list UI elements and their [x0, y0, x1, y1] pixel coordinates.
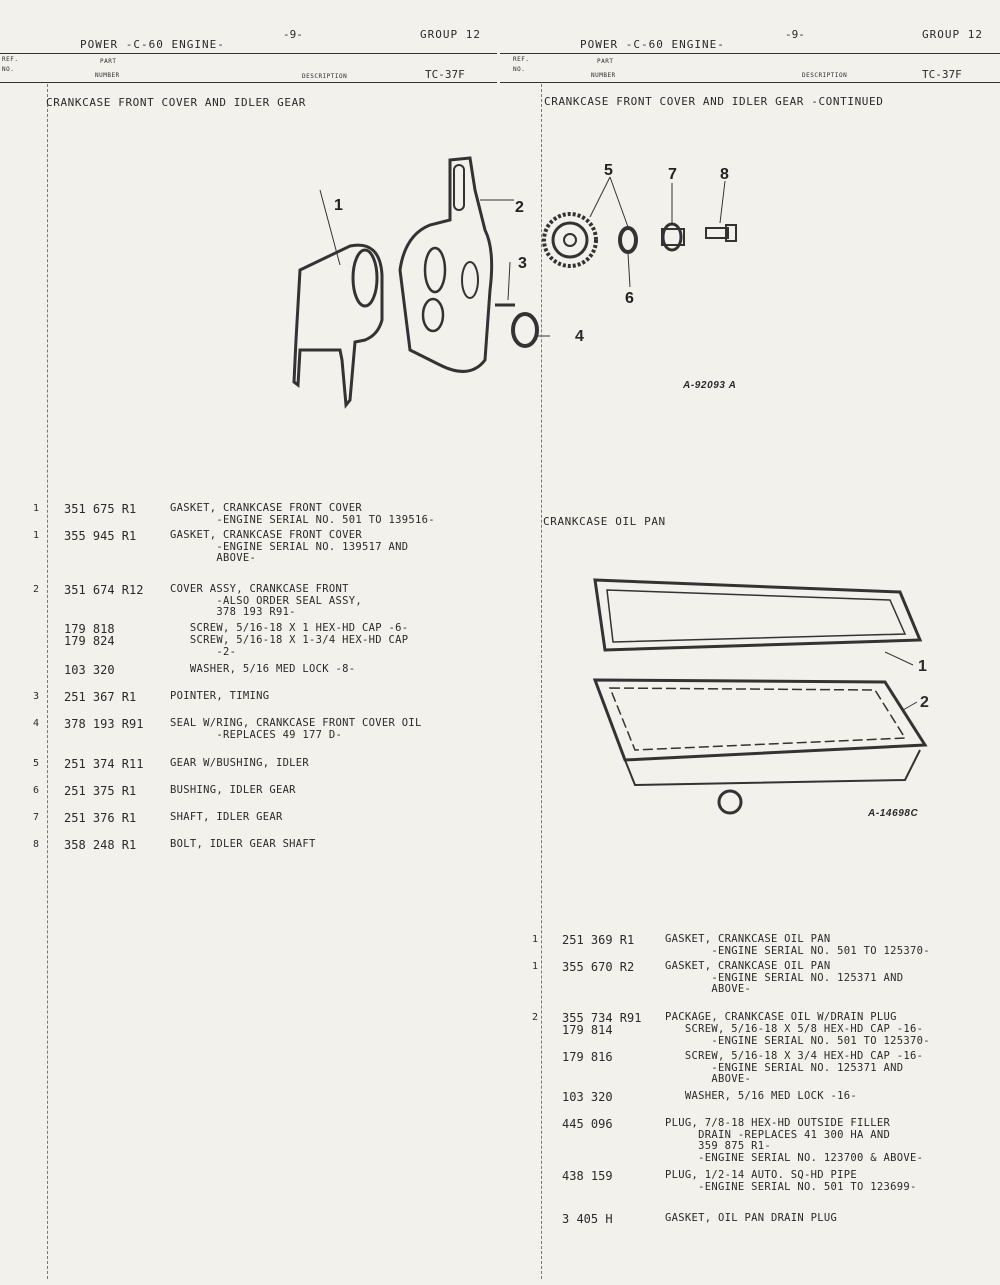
part-description: SCREW, 5/16-18 X 3/4 HEX-HD CAP -16- -ENGINE SERIAL NO. 125371 AND ABOVE-	[684, 1050, 924, 1085]
part-ref-number: 2	[33, 584, 40, 595]
callout-8: 8	[720, 166, 729, 183]
header-rule-top	[0, 53, 497, 54]
figure-code-2: A-14698C	[868, 808, 919, 819]
bolt-8-thread	[706, 228, 728, 238]
gasket-1-hole	[353, 250, 377, 306]
right-page	[500, 0, 1000, 1285]
part-ref-number: 2	[532, 1012, 539, 1023]
part-description: GASKET, CRANKCASE FRONT COVER -ENGINE SERIAL NO. 501 TO 139516-	[170, 502, 435, 526]
part-description: SHAFT, IDLER GEAR	[170, 811, 283, 823]
part-number: 103 320	[562, 1090, 613, 1104]
part-ref-number: 5	[33, 758, 40, 769]
part-number: 3 405 H	[562, 1212, 613, 1226]
part-description: PACKAGE, CRANKCASE OIL W/DRAIN PLUG	[665, 1011, 897, 1023]
header-title: POWER -C-60 ENGINE-	[580, 38, 725, 51]
part-number: 179 814	[562, 1023, 613, 1037]
cover-2-slot	[454, 165, 464, 210]
part-number: 351 674 R12	[64, 583, 144, 597]
part-description: PLUG, 7/8-18 HEX-HD OUTSIDE FILLER DRAIN -REPLACES 41 300 HA AND 359 875 R1- -ENGINE SERIAL NO. 123700 & ABOVE-	[665, 1117, 924, 1164]
part-description: GASKET, CRANKCASE OIL PAN -ENGINE SERIAL NO. 501 TO 125370-	[665, 933, 930, 957]
part-label-1: PART	[597, 58, 614, 65]
oil-pan-gasket-1-inner	[607, 590, 905, 642]
description-label: DESCRIPTION	[802, 72, 848, 79]
leader-8	[720, 181, 725, 223]
idler-gear-5-hub	[564, 234, 576, 246]
callout-4: 4	[575, 328, 585, 345]
part-description: SCREW, 5/16-18 X 5/8 HEX-HD CAP -16- -ENGINE SERIAL NO. 501 TO 125370-	[684, 1023, 930, 1047]
callout-3: 3	[518, 255, 527, 272]
header-rule-bottom	[0, 82, 497, 83]
callout-5: 5	[604, 162, 613, 179]
oil-pan-gasket-1	[595, 580, 920, 650]
leader-5b	[610, 177, 628, 227]
part-ref-number: 8	[33, 839, 40, 850]
part-description: COVER ASSY, CRANKCASE FRONT -ALSO ORDER SEAL ASSY, 378 193 R91-	[170, 583, 363, 618]
part-description: GEAR W/BUSHING, IDLER	[170, 757, 310, 769]
part-ref-number: 1	[532, 934, 539, 945]
callout-1: 1	[334, 197, 343, 214]
header-code: TC-37F	[425, 68, 465, 81]
header-title: POWER -C-60 ENGINE-	[80, 38, 225, 51]
cover-2-hole-right	[462, 262, 478, 298]
part-description: SEAL W/RING, CRANKCASE FRONT COVER OIL -REPLACES 49 177 D-	[170, 717, 422, 741]
gasket-1-shape	[294, 245, 382, 405]
description-label: DESCRIPTION	[302, 73, 348, 80]
oil-pan-flange-2-bolts	[610, 688, 905, 750]
header-page-number: -9-	[785, 28, 805, 41]
part-description: PLUG, 1/2-14 AUTO. SQ-HD PIPE -ENGINE SERIAL NO. 501 TO 123699-	[665, 1169, 917, 1193]
part-description: BOLT, IDLER GEAR SHAFT	[170, 838, 316, 850]
shaft-7-head	[663, 224, 681, 250]
part-label-2: NUMBER	[95, 72, 120, 79]
pan-leader-1	[885, 652, 913, 665]
part-number: 251 369 R1	[562, 933, 635, 947]
part-number: 378 193 R91	[64, 717, 144, 731]
part-number: 438 159	[562, 1169, 613, 1183]
part-number: 445 096	[562, 1117, 613, 1131]
header-code: TC-37F	[922, 68, 962, 81]
ref-label-2: NO.	[2, 66, 15, 73]
part-number: 355 734 R91	[562, 1011, 642, 1025]
part-number: 179 816	[562, 1050, 613, 1064]
idler-gear-diagram	[540, 155, 800, 305]
part-description: SCREW, 5/16-18 X 1-3/4 HEX-HD CAP -2-	[189, 634, 409, 658]
part-description: GASKET, CRANKCASE OIL PAN -ENGINE SERIAL NO. 125371 AND ABOVE-	[665, 960, 904, 995]
header-rule-top	[500, 53, 1000, 54]
part-label-1: PART	[100, 58, 117, 65]
part-ref-number: 4	[33, 718, 40, 729]
part-number: 251 376 R1	[64, 811, 137, 825]
drain-plug	[719, 791, 741, 813]
bushing-6-shape	[620, 228, 636, 252]
part-number: 179 824	[64, 634, 115, 648]
part-description: SCREW, 5/16-18 X 1 HEX-HD CAP -6-	[170, 622, 409, 634]
header-rule-bottom	[500, 82, 1000, 83]
part-description: WASHER, 5/16 MED LOCK -8-	[170, 663, 356, 675]
part-description: POINTER, TIMING	[170, 690, 270, 702]
part-description: BUSHING, IDLER GEAR	[170, 784, 296, 796]
ref-label-2: NO.	[513, 66, 526, 73]
cover-2-hole-lower	[423, 299, 443, 331]
cover-2-hole-upper	[425, 248, 445, 292]
pan-callout-2: 2	[920, 694, 930, 711]
idler-gear-5-body	[553, 223, 587, 257]
header-group: GROUP 12	[922, 28, 983, 41]
callout-6: 6	[625, 290, 634, 305]
part-number: 358 248 R1	[64, 838, 137, 852]
figure-code-1: A-92093 A	[683, 380, 737, 391]
section-title: CRANKCASE FRONT COVER AND IDLER GEAR	[46, 96, 307, 109]
part-description: GASKET, OIL PAN DRAIN PLUG	[665, 1212, 838, 1224]
part-number: 251 367 R1	[64, 690, 137, 704]
part-label-2: NUMBER	[591, 72, 616, 79]
part-number: 179 818	[64, 622, 115, 636]
oil-pan-sump	[625, 750, 920, 785]
header-group: GROUP 12	[420, 28, 481, 41]
part-number: 355 670 R2	[562, 960, 635, 974]
part-number: 351 675 R1	[64, 502, 137, 516]
header-page-number: -9-	[283, 28, 303, 41]
pan-callout-1: 1	[918, 658, 928, 675]
part-ref-number: 1	[33, 503, 40, 514]
part-ref-number: 7	[33, 812, 40, 823]
ref-label-1: REF.	[513, 56, 530, 63]
leader-6	[628, 253, 630, 287]
column-divider	[47, 84, 48, 1279]
section2-title: CRANKCASE OIL PAN	[543, 515, 666, 528]
part-description: GASKET, CRANKCASE FRONT COVER -ENGINE SERIAL NO. 139517 AND ABOVE-	[170, 529, 409, 564]
callout-7: 7	[668, 166, 677, 183]
ref-label-1: REF.	[2, 56, 19, 63]
part-description: WASHER, 5/16 MED LOCK -16-	[665, 1090, 858, 1102]
oil-pan-diagram	[585, 570, 945, 820]
part-number: 103 320	[64, 663, 115, 677]
part-ref-number: 3	[33, 691, 40, 702]
section-title-continued: CRANKCASE FRONT COVER AND IDLER GEAR -CONTINUED	[544, 95, 884, 108]
pan-leader-2	[903, 702, 917, 710]
part-ref-number: 6	[33, 785, 40, 796]
part-number: 251 375 R1	[64, 784, 137, 798]
callout-2: 2	[515, 199, 524, 216]
part-number: 251 374 R11	[64, 757, 144, 771]
part-number: 355 945 R1	[64, 529, 137, 543]
part-ref-number: 1	[33, 530, 40, 541]
leader-5a	[590, 177, 610, 217]
part-ref-number: 1	[532, 961, 539, 972]
